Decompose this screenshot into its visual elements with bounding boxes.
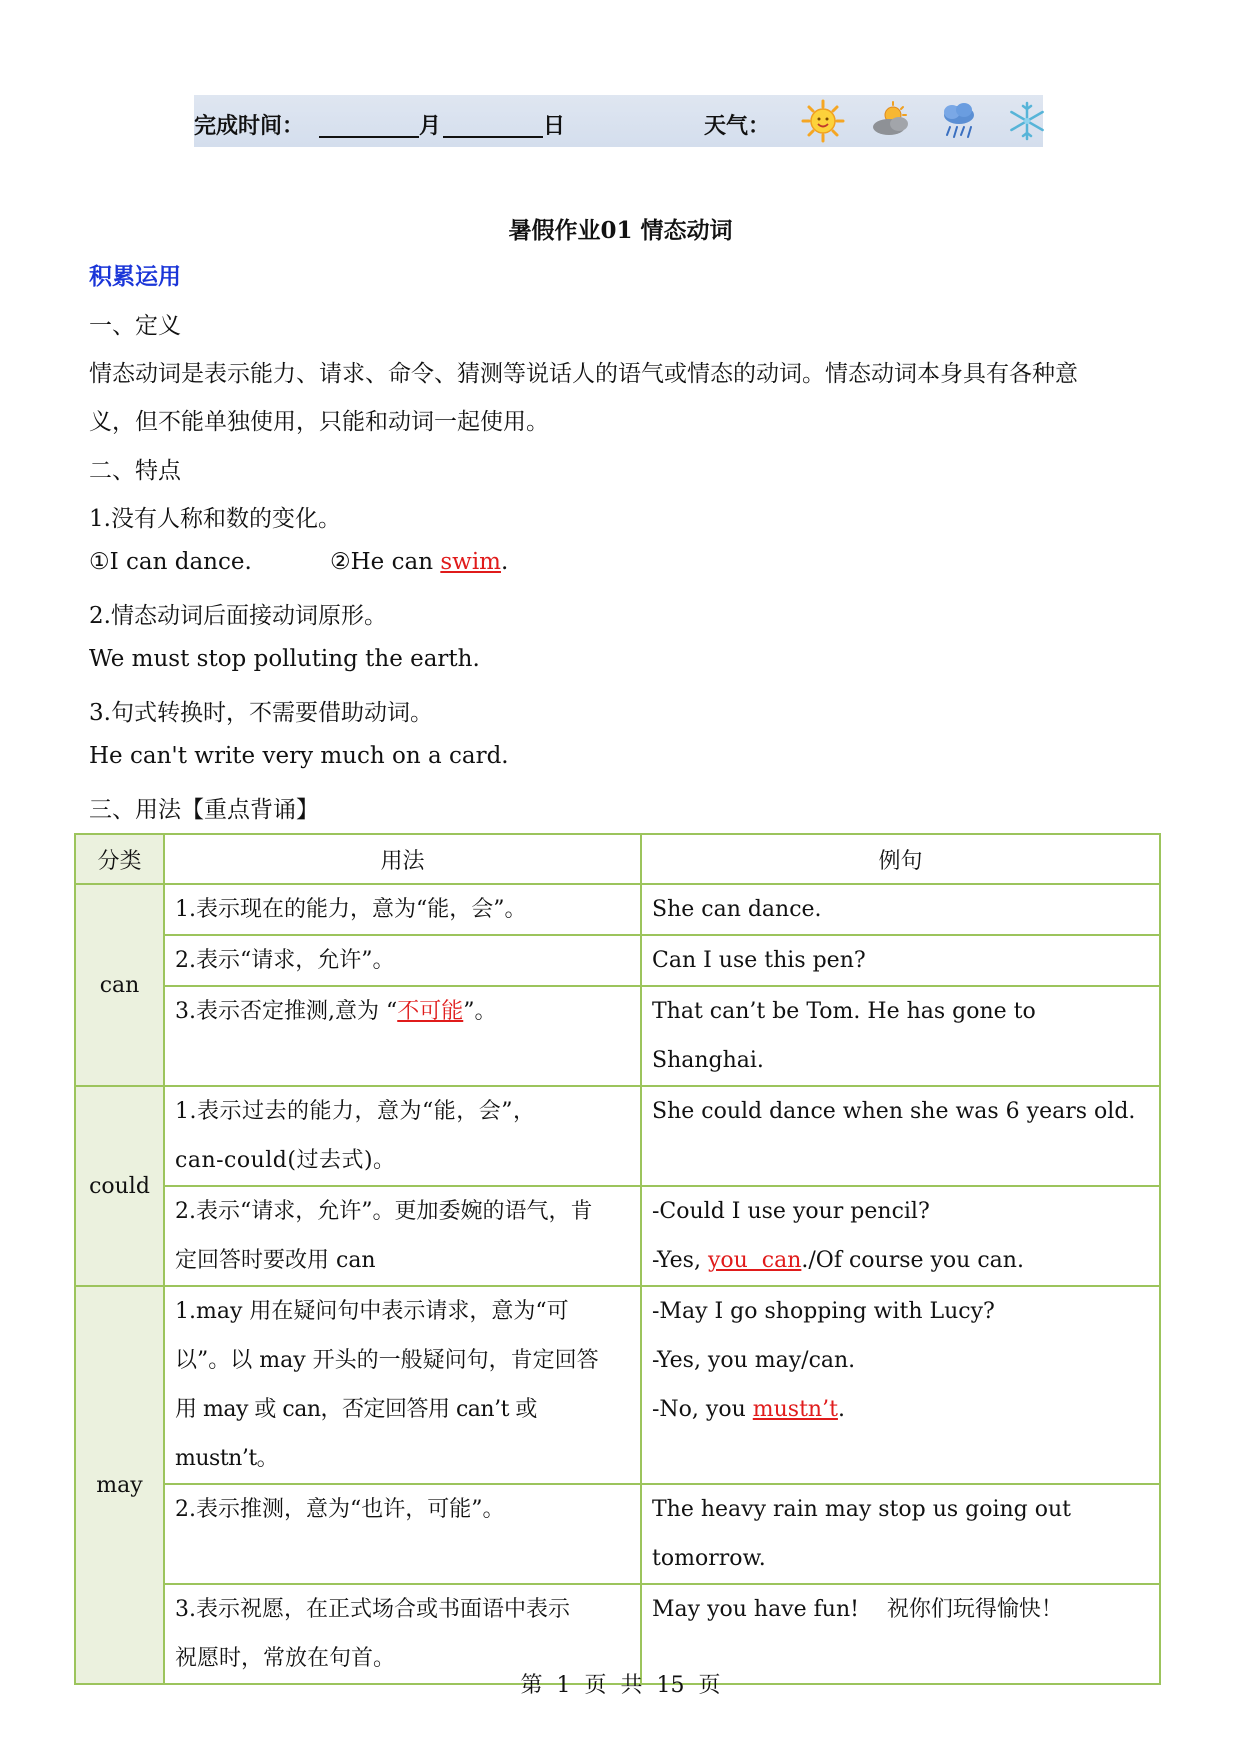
sun-icon[interactable] [801, 99, 845, 143]
example-line [652, 1236, 1149, 1285]
example-1b [330, 549, 508, 575]
answer-swim: swim [440, 549, 501, 575]
usage-cell [164, 1286, 641, 1484]
usage-table [74, 833, 1161, 1685]
feature-3: 3.句式转换时，不需要借助动词。 [89, 700, 433, 726]
example-cell [641, 986, 1160, 1086]
answer-you-can: you can [707, 1248, 802, 1273]
table-row [75, 884, 1160, 935]
feature-2: 2.情态动词后面接动词原形。 [89, 603, 387, 629]
example-2: We must stop polluting the earth. [89, 646, 480, 672]
usage-cell [164, 1484, 641, 1584]
table-row [75, 935, 1160, 986]
completion-time-label: 完成时间： [194, 113, 305, 139]
usage-line: 以”。以 may 开头的一般疑问句，肯定回答 [175, 1348, 599, 1373]
weather-label: 天气： [704, 113, 771, 139]
example-cell [641, 884, 1160, 935]
example-text: She could dance when she was 6 years old. [652, 1099, 1136, 1124]
usage-line: 定回答时要改用 can [175, 1248, 376, 1273]
example-text: Can I use this pen? [652, 948, 866, 973]
answer-mustnt: mustn’t [752, 1397, 838, 1422]
usage-line: can-could(过去式)。 [175, 1148, 396, 1173]
example-text: The heavy rain may stop us going out tomorrow. [652, 1497, 1072, 1571]
example-cell [641, 1086, 1160, 1186]
table-row [75, 1286, 1160, 1484]
example-line [652, 1385, 1149, 1434]
usage-text-part: 3.表示否定推测,意为 “ [175, 999, 398, 1024]
example-1b-text: ②He can [330, 549, 441, 575]
table-row [75, 986, 1160, 1086]
usage-text: 2.表示推测，意为“也许，可能”。 [175, 1497, 505, 1522]
definition-text-1: 情态动词是表示能力、请求、命令、猜测等说话人的语气或情态的动词。情态动词本身具有各种意 [89, 361, 1078, 387]
usage-cell [164, 935, 641, 986]
example-cell [641, 1286, 1160, 1484]
cloudy-icon[interactable] [869, 99, 913, 143]
example-text: That can’t be Tom. He has gone to Shanghai. [652, 999, 1036, 1073]
month-label: 月 [419, 113, 442, 139]
usage-line: 祝愿时，常放在句首。 [175, 1646, 396, 1671]
day-blank[interactable] [443, 136, 543, 138]
example-text: May you have fun! 祝你们玩得愉快！ [652, 1597, 1063, 1622]
header-example: 例句 [641, 834, 1160, 884]
example-cell [641, 1186, 1160, 1286]
usage-text [165, 1287, 640, 1483]
example-text-part: . [837, 1397, 845, 1422]
example-text-part: ./Of course you can. [801, 1248, 1024, 1273]
usage-cell [164, 884, 641, 935]
day-label: 日 [543, 113, 566, 139]
example-text [642, 1287, 1159, 1434]
example-line: -Yes, you may/can. [652, 1348, 856, 1373]
example-line: -Could I use your pencil? [652, 1199, 930, 1224]
example-text [642, 1187, 1159, 1285]
usage-line: 2.表示“请求，允许”。更加委婉的语气，肯 [175, 1199, 593, 1224]
usage-line: 3.表示祝愿，在正式场合或书面语中表示 [175, 1597, 570, 1622]
example-1b-end: . [500, 549, 509, 575]
table-header-row [75, 834, 1160, 884]
table-row [75, 1086, 1160, 1186]
category-may: may [75, 1286, 164, 1684]
example-line: -May I go shopping with Lucy? [652, 1299, 995, 1324]
usage-heading: 三、用法【重点背诵】 [89, 797, 319, 823]
example-text-part: -No, you [652, 1397, 753, 1422]
header-category: 分类 [75, 834, 164, 884]
usage-line: 用 may 或 can，否定回答用 can’t 或 mustn’t。 [175, 1397, 537, 1471]
example-cell [641, 935, 1160, 986]
table-row [75, 1186, 1160, 1286]
header-usage: 用法 [164, 834, 641, 884]
usage-text-part: ”。 [463, 999, 497, 1024]
usage-text [165, 1187, 640, 1285]
page-title: 暑假作业01 情态动词 [508, 217, 733, 244]
example-cell [641, 1484, 1160, 1584]
category-could: could [75, 1086, 164, 1286]
snowflake-icon[interactable] [1005, 99, 1049, 143]
example-1a: ①I can dance. [89, 549, 252, 575]
usage-text: 2.表示“请求，允许”。 [175, 948, 395, 973]
usage-text [165, 1087, 640, 1185]
usage-cell [164, 986, 641, 1086]
definition-heading: 一、定义 [89, 313, 181, 339]
definition-text-2: 义，但不能单独使用，只能和动词一起使用。 [89, 409, 549, 435]
answer-impossible: 不可能 [397, 999, 464, 1024]
usage-text: 1.表示现在的能力，意为“能，会”。 [175, 897, 527, 922]
usage-cell [164, 1086, 641, 1186]
example-text: She can dance. [652, 897, 822, 922]
month-blank[interactable] [319, 136, 419, 138]
features-heading: 二、特点 [89, 458, 181, 484]
table-row [75, 1484, 1160, 1584]
usage-line: 1.表示过去的能力，意为“能，会”， [175, 1099, 536, 1124]
section-heading: 积累运用 [89, 263, 181, 290]
rain-icon[interactable] [937, 99, 981, 143]
usage-text [165, 987, 640, 1036]
page-footer: 第 1 页 共 15 页 [520, 1673, 721, 1698]
category-can: can [75, 884, 164, 1086]
example-text-part: -Yes, [652, 1248, 708, 1273]
example-3: He can't write very much on a card. [89, 743, 509, 769]
usage-line: 1.may 用在疑问句中表示请求，意为“可 [175, 1299, 569, 1324]
feature-1: 1.没有人称和数的变化。 [89, 506, 341, 532]
usage-cell [164, 1186, 641, 1286]
header-band [194, 95, 1043, 147]
